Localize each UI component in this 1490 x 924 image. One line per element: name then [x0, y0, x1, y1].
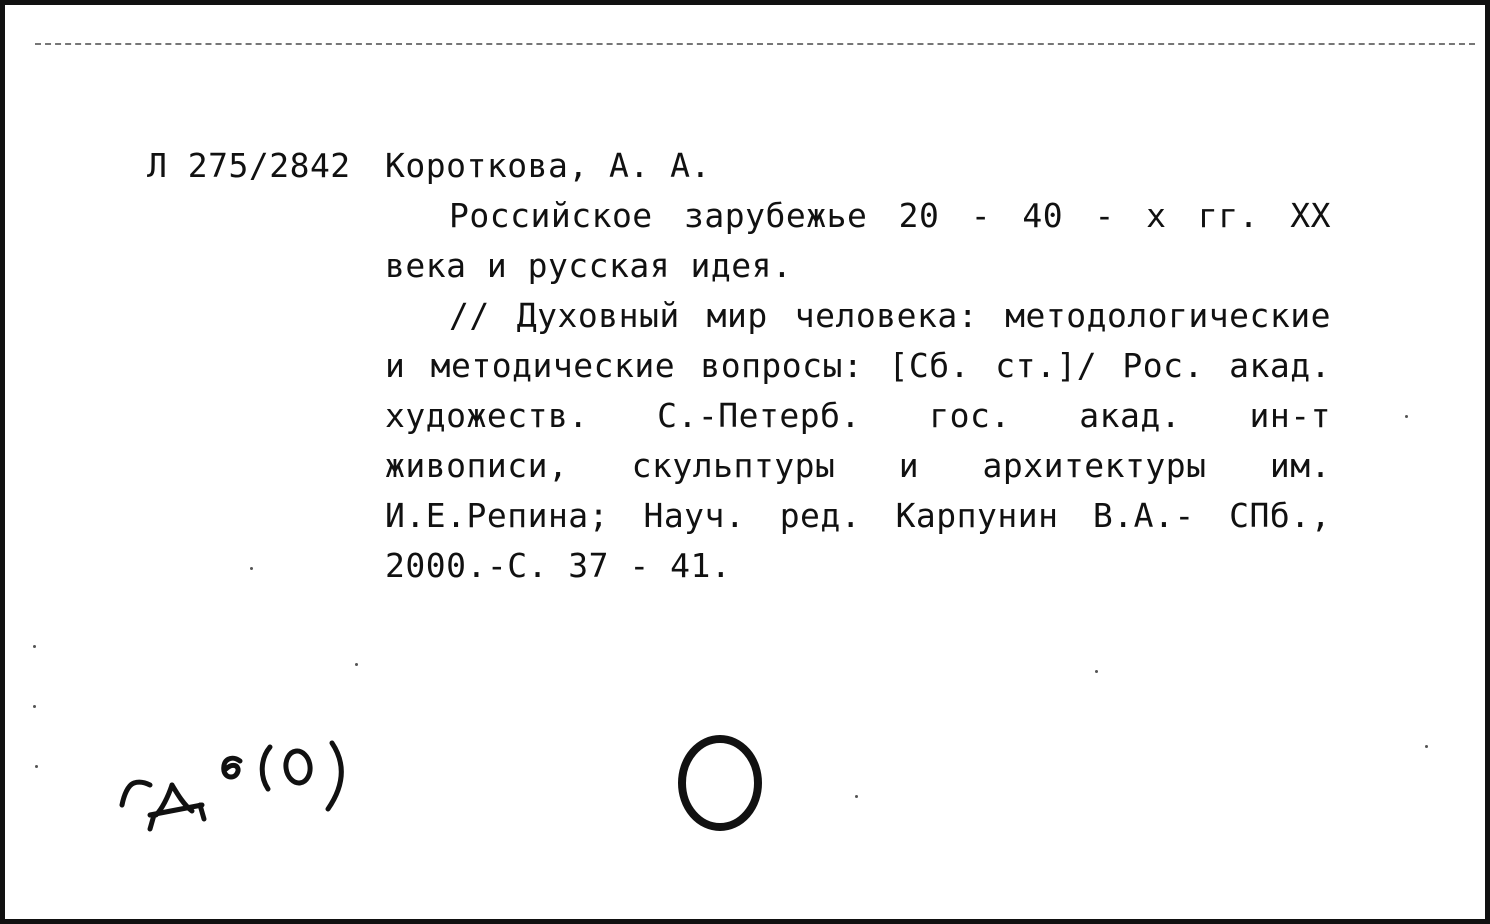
scan-speck: [1405, 415, 1408, 418]
author-name: Короткова, А. А.: [385, 146, 711, 185]
scan-speck: [33, 705, 36, 708]
scan-speck: [35, 765, 38, 768]
title-paragraph: Российское зарубежье 20 - 40 - х гг. XX века и русская идея.: [385, 196, 1331, 285]
scan-speck: [1425, 745, 1428, 748]
source-paragraph: // Духовный мир человека: методологические и методические вопросы: [Сб. ст.]/ Рос. акад. художеств. С.-Петерб. гос. акад. ин-т живописи, скульптуры и архитектуры им. И.Е.Репина; Науч. ред. Карпунин В.А.- СПб., 2000.-С. 37 - 41.: [385, 296, 1331, 585]
bibliographic-description: [385, 191, 1331, 591]
scan-speck: [250, 567, 253, 570]
scan-speck: [1095, 670, 1098, 673]
punch-hole-circle: [670, 727, 770, 837]
scan-speck: [33, 645, 36, 648]
scan-speck: [355, 663, 358, 666]
call-number: Л 275/2842: [147, 146, 351, 185]
handwritten-shelf-mark: [110, 727, 380, 837]
top-dashed-rule: [35, 43, 1475, 45]
scan-speck: [855, 795, 858, 798]
